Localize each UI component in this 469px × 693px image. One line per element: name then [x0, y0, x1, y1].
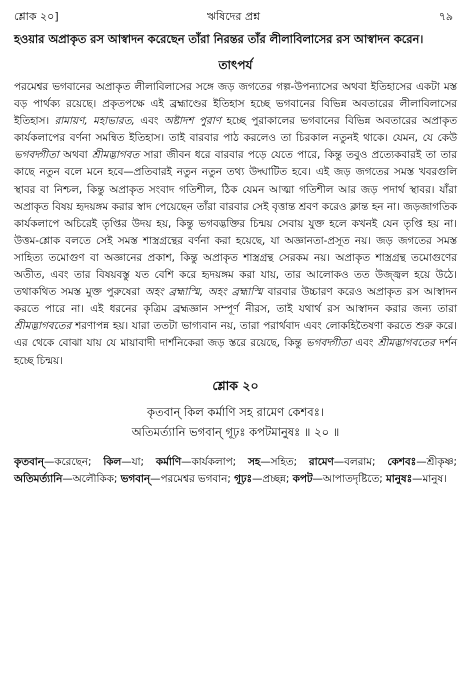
purport-title-ref: ভগবদ্গীতা	[306, 337, 351, 350]
purport-title-ref: শ্রীমদ্ভাগবতের	[377, 337, 435, 350]
purport-text: বারবার উচ্চারণ করেও অপ্রাকৃত রস আস্বাদন করতে পারে না। এই ধরনের কৃত্রিম ব্রহ্মজ্ঞান সম্পূর্ণ নীরস, তাই যথার্থ রস আস্বাদন করার জন্য তারা	[14, 286, 457, 316]
synonym-meaning: —মানুষ।	[412, 473, 447, 486]
purport-text: পরমেশ্বর ভগবানের অপ্রাকৃত লীলাবিলাসের সঙ্গে জড় জগতের গল্প-উপন্যাসের অথবা ইতিহাসের একটা মস্ত বড় পার্থক্য রয়েছে। প্রকৃতপক্ষে এই ব্রহ্মাণ্ডের ইতিহাস হচ্ছে ভগবানের বিভিন্ন অবতারের লীলাবিলাসের ইতিহাস।	[14, 81, 457, 128]
synonym-item	[121, 473, 234, 485]
synonym-word: রামেণ	[308, 455, 334, 468]
page-header	[14, 6, 453, 26]
purport-text: সারা জীবন ধরে বারবার পড়ে যেতে পারে, কিন্তু তবুও প্রত্যেকবারই তা তার কাছে নতুন বলে মনে হবে—প্রতিবারই নতুন নতুন তথ্য উদ্ঘাটিত হবে। এই জড় জগতের সমস্ত খবরগুলি স্থাবর বা নিশ্চল, কিন্তু অপ্রাকৃত সংবাদ গতিশীল, ঠিক যেমন আত্মা গতিশীল আর জড় পদার্থ স্থাবর। যাঁরা অপ্রাকৃত বিষয় হৃদয়ঙ্গম করার স্বাদ পেয়েছেন তাঁরা বারবার সেই বৃত্তান্ত শ্রবণ করেও ক্লান্ত হন না। জড়জাগতিক কার্যকলাপে অচিরেই তৃপ্তির উদয় হয়, কিন্তু ভগবদ্ভক্তির চিন্ময় সেবায় যুক্ত হলে কখনই যেন তৃপ্তি হয় না। উত্তম-শ্লোক বলতে সেই সমস্ত শাস্ত্রগ্রন্থের বর্ণনা করা হয়েছে, যা অজ্ঞানতা-প্রসূত নয়। জড় জগতের সমস্ত সাহিত্য তমোগুণ বা অজ্ঞানের প্রকাশ, কিন্তু অপ্রাকৃত শাস্ত্রগ্রন্থ সেরকম নয়। অপ্রাকৃত শাস্ত্রগ্রন্থ তমোগুণের অতীত, এবং তার বিষয়বস্তু যত বেশি করে হৃদয়ঙ্গম করা যায়, তার আলোকও তত উজ্জ্বল হয়ে উঠে। তথাকথিত সমস্ত মুক্ত পুরুষেরা	[14, 149, 457, 299]
synonym-meaning: —শ্রীকৃষ্ণ;	[416, 455, 457, 468]
synonym-meaning: —পরমেশ্বর ভগবান;	[150, 473, 235, 486]
synonym-item	[293, 473, 386, 485]
page-content	[14, 30, 457, 489]
translation-text: হওয়ার অপ্রাকৃত রস আস্বাদন করেছেন তাঁরা নিরন্তর তাঁর লীলাবিলাসের রস আস্বাদন করেন।	[14, 33, 424, 46]
synonym-word: মানুষঃ	[386, 473, 413, 486]
purport-text: এবং	[350, 337, 378, 350]
word-synonyms	[14, 454, 457, 489]
synonym-word: সহ	[247, 455, 261, 468]
synonym-meaning: —প্রচ্ছন্ন;	[252, 473, 293, 486]
synonym-item	[156, 456, 248, 468]
verse-reference: শ্লোক ২০]	[14, 10, 59, 23]
purport-mantra: অহং ব্রহ্মাস্মি, অহং ব্রহ্মাস্মি	[144, 286, 263, 299]
purport-text: শরণাপন্ন হয়। যারা ততটা ভাগ্যবান নয়, তারা পরার্থবাদ এবং লোকহিতৈষণা করতে শুরু করে। এর থেকে বোঝা যায় যে মায়াবাদী দার্শনিকেরা জড় স্তরে রয়েছে, কিন্তু	[14, 320, 457, 350]
purport-text: এবং	[134, 115, 164, 128]
sanskrit-verse	[14, 402, 457, 442]
purport-title-ref: রামায়ণ, মহাভারত,	[54, 115, 135, 128]
synonym-word: ভগবান্	[120, 473, 151, 486]
synonym-word: অতিমর্ত্যানি	[14, 473, 63, 486]
synonym-meaning: —আপাতদৃষ্টিতে;	[312, 473, 386, 486]
synonym-word: কৃতবান্	[14, 455, 44, 468]
synonym-item	[14, 456, 103, 468]
chapter-title: ঋষিদের প্রশ্ন	[206, 10, 261, 23]
synonym-item	[103, 456, 156, 468]
synonym-meaning: —করেছেন;	[43, 455, 104, 468]
purport-heading: তাৎপর্য	[218, 58, 253, 72]
purport-paragraph	[14, 79, 457, 370]
synonym-item	[248, 456, 309, 468]
synonym-item	[309, 456, 387, 468]
synonym-word: কেশবঃ	[387, 455, 417, 468]
purport-text: হচ্ছে পুরাকালের ভগবানের বিভিন্ন অবতারের অপ্রাকৃত কার্যকলাপের বর্ণনা সমন্বিত ইতিহাস। তাই বারবার পাঠ করলেও তা চিরকাল নতুনই থাকে। যেমন, যে কেউ	[14, 115, 458, 145]
purport-body	[14, 79, 457, 370]
synonym-item	[234, 473, 292, 485]
synonym-meaning: —সহিত;	[260, 455, 309, 468]
synonym-meaning: —অলৌকিক;	[62, 473, 121, 486]
synonym-word: গূঢ়ঃ	[234, 473, 253, 486]
synonym-meaning: —কার্যকলাপ;	[181, 455, 248, 468]
synonym-item	[14, 473, 121, 485]
verse-heading: শ্লোক ২০	[212, 377, 259, 393]
purport-text: অথবা	[58, 149, 92, 162]
purport-title-ref: ভগবদ্গীতা	[14, 149, 59, 162]
synonym-meaning: —বলরাম;	[333, 455, 388, 468]
page-number: ৭৯	[438, 10, 453, 23]
synonym-word: কর্মাণি	[155, 455, 182, 468]
verse-line: অতিমর্ত্যানি ভগবান্ গূঢ়ঃ কপটমানুষঃ ॥ ২০ ॥	[131, 424, 340, 439]
synonym-meaning: —যা;	[121, 455, 156, 468]
verse-line: কৃতবান্ কিল কর্মাণি সহ রামেণ কেশবঃ।	[147, 404, 324, 419]
purport-text: দর্শন হচ্ছে চিন্ময়।	[14, 337, 457, 367]
synonym-item	[387, 456, 457, 468]
purport-title-ref: অষ্টাদশ পুরাণ	[163, 115, 221, 128]
synonym-item	[386, 473, 447, 485]
purport-title-ref: শ্রীমদ্ভাগবতের	[14, 320, 72, 333]
purport-title-ref: শ্রীমদ্ভাগবত	[91, 149, 140, 162]
synonym-word: কপট	[292, 473, 313, 486]
synonym-word: কিল	[103, 455, 122, 468]
